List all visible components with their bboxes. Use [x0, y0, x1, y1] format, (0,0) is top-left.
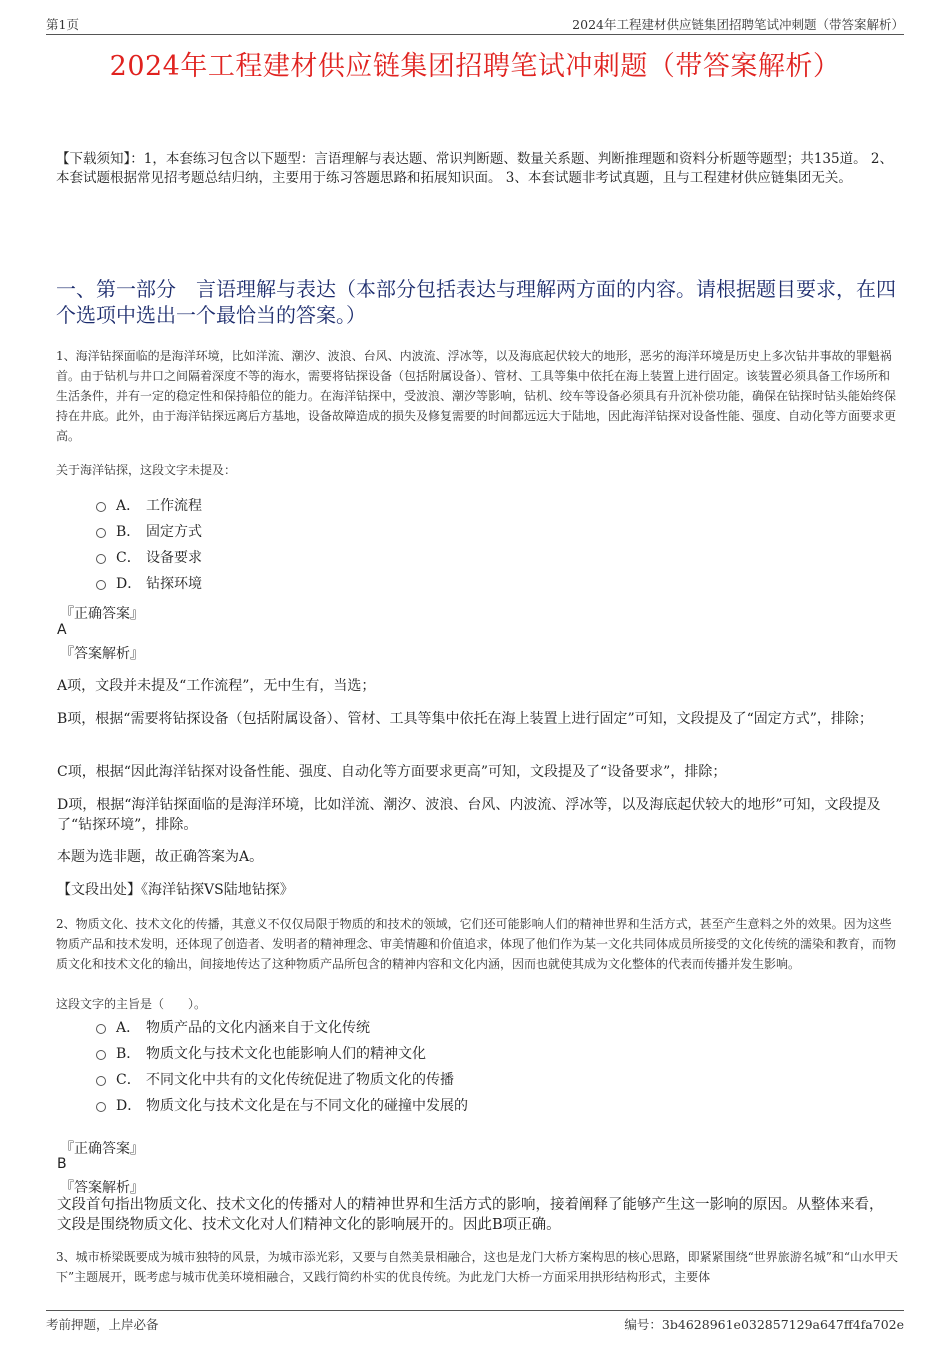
page-number: 第1页 — [46, 17, 79, 32]
option-letter: B． — [116, 1046, 141, 1062]
option-a[interactable] — [96, 1014, 468, 1040]
radio-icon[interactable] — [96, 1024, 106, 1034]
option-letter: D． — [116, 576, 142, 592]
explanation: 文段首句指出物质文化、技术文化的传播对人的精神世界和生活方式的影响，接着阐释了能够产生这一影响的原因。从整体来看，文段是围绕物质文化、技术文化对人们精神文化的影响展开的。因此B项正确。 — [57, 1197, 884, 1233]
option-b[interactable] — [96, 518, 202, 544]
option-c[interactable] — [96, 1066, 468, 1092]
option-letter: A． — [116, 498, 141, 514]
option-text: 物质文化与技术文化是在与不同文化的碰撞中发展的 — [146, 1098, 468, 1114]
page-title: 2024年工程建材供应链集团招聘笔试冲刺题（带答案解析） — [109, 51, 841, 82]
option-b[interactable] — [96, 1040, 468, 1066]
option-text: 钻探环境 — [146, 576, 202, 592]
correct-answer-label: 『正确答案』 — [60, 1141, 144, 1157]
correct-answer: B — [57, 1156, 67, 1172]
download-notice: 【下载须知】：1，本套练习包含以下题型：言语理解与表达题、常识判断题、数量关系题、判断推理题和资料分析题等题型；共135道。 2、本套试题根据常见招考题总结归纳，主要用于练习答题思路和拓展知识面。 3、本套试题非考试真题，且与工程建材供应链集团无关。 — [56, 151, 893, 186]
option-text: 不同文化中共有的文化传统促进了物质文化的传播 — [146, 1072, 454, 1088]
analysis-label: 『答案解析』 — [60, 646, 144, 662]
option-c[interactable] — [96, 544, 202, 570]
explanation-c: C项，根据“因此海洋钻探对设备性能、强度、自动化等方面要求更高”可知，文段提及了“设备要求”，排除； — [57, 764, 727, 780]
option-text: 物质产品的文化内涵来自于文化传统 — [146, 1020, 370, 1036]
question-2-stem: 这段文字的主旨是（ ）。 — [56, 997, 207, 1011]
footer-slogan: 考前押题，上岸必备 — [46, 1317, 159, 1332]
radio-icon[interactable] — [96, 554, 106, 564]
explanation-d: D项，根据“海洋钻探面临的是海洋环境，比如洋流、潮汐、波浪、台风、内波流、浮冰等，以及海底起伏较大的地形”可知，文段提及了“钻探环境”，排除。 — [57, 797, 881, 833]
explanation-b: B项，根据“需要将钻探设备（包括附属设备）、管材、工具等集中依托在海上装置上进行固定”可知，文段提及了“固定方式”，排除； — [57, 711, 873, 727]
document-id: 编号：3b4628961e032857129a647ff4fa702e — [624, 1317, 904, 1332]
radio-icon[interactable] — [96, 502, 106, 512]
question-3-text: 3、城市桥梁既要成为城市独特的风景，为城市添光彩，又要与自然美景相融合，这也是龙门大桥方案构思的核心思路，即紧紧围绕“世界旅游名城”和“山水甲天下”主题展开，既考虑与城市优美环境相融合，又践行简约朴实的优良传统。为此龙门大桥一方面采用拱形结构形式，主要体 — [56, 1250, 899, 1284]
option-text: 固定方式 — [146, 524, 202, 540]
explanation-a: A项，文段并未提及“工作流程”，无中生有，当选； — [57, 678, 376, 694]
option-letter: B． — [116, 524, 141, 540]
page-header — [46, 14, 904, 35]
option-text: 工作流程 — [146, 498, 202, 514]
option-letter: C． — [116, 550, 141, 566]
correct-answer: A — [57, 622, 67, 638]
option-letter: A． — [116, 1020, 141, 1036]
option-letter: C． — [116, 1072, 141, 1088]
question-2-text: 2、物质文化、技术文化的传播，其意义不仅仅局限于物质的和技术的领域，它们还可能影响人们的精神世界和生活方式，甚至产生意料之外的效果。因为这些物质产品和技术发明，还体现了创造者、发明者的精神理念、审美情趣和价值追求，体现了他们作为某一文化共同体成员所接受的文化传统的濡染和教育，而物质文化和技术文化的输出，间接地传达了这种物质产品所包含的精神内容和文化内涵，因而也就使其成为文化整体的代表而传播并发生影响。 — [56, 917, 897, 971]
radio-icon[interactable] — [96, 1050, 106, 1060]
header-doc-title: 2024年工程建材供应链集团招聘笔试冲刺题（带答案解析） — [572, 17, 904, 32]
option-text: 物质文化与技术文化也能影响人们的精神文化 — [146, 1046, 426, 1062]
question-2-options — [96, 1014, 468, 1118]
radio-icon[interactable] — [96, 1102, 106, 1112]
analysis-label: 『答案解析』 — [60, 1180, 144, 1196]
option-a[interactable] — [96, 492, 202, 518]
page-footer — [46, 1310, 904, 1333]
question-1-stem: 关于海洋钻探，这段文字未提及： — [56, 463, 237, 477]
option-d[interactable] — [96, 1092, 468, 1118]
option-text: 设备要求 — [146, 550, 202, 566]
source-citation: 【文段出处】《海洋钻探VS陆地钻探》 — [57, 882, 294, 898]
option-d[interactable] — [96, 570, 202, 596]
correct-answer-label: 『正确答案』 — [60, 606, 144, 622]
question-1-text: 1、海洋钻探面临的是海洋环境，比如洋流、潮汐、波浪、台风、内波流、浮冰等，以及海底起伏较大的地形，恶劣的海洋环境是历史上多次钻井事故的罪魁祸首。由于钻机与井口之间隔着深度不等的海水，需要将钻探设备（包括附属设备）、管材、工具等集中依托在海上装置上进行固定。该装置必须具备工作场所和生活条件，并有一定的稳定性和保持船位的能力。在海洋钻探中，受波浪、潮汐等影响，钻机、绞车等设备必须具有升沉补偿功能，确保在钻探时钻头能始终保持在井底。此外，由于海洋钻探远离后方基地，设备故障造成的损失及修复需要的时间都远远大于陆地，因此海洋钻探对设备性能、强度、自动化等方面要求更高。 — [56, 349, 897, 443]
radio-icon[interactable] — [96, 1076, 106, 1086]
option-letter: D． — [116, 1098, 142, 1114]
radio-icon[interactable] — [96, 580, 106, 590]
section-title: 一、第一部分 言语理解与表达（本部分包括表达与理解两方面的内容。请根据题目要求，在四个选项中选出一个最恰当的答案。） — [56, 277, 896, 327]
explanation-conclusion: 本题为选非题，故正确答案为A。 — [57, 849, 264, 865]
radio-icon[interactable] — [96, 528, 106, 538]
question-1-options — [96, 492, 202, 596]
